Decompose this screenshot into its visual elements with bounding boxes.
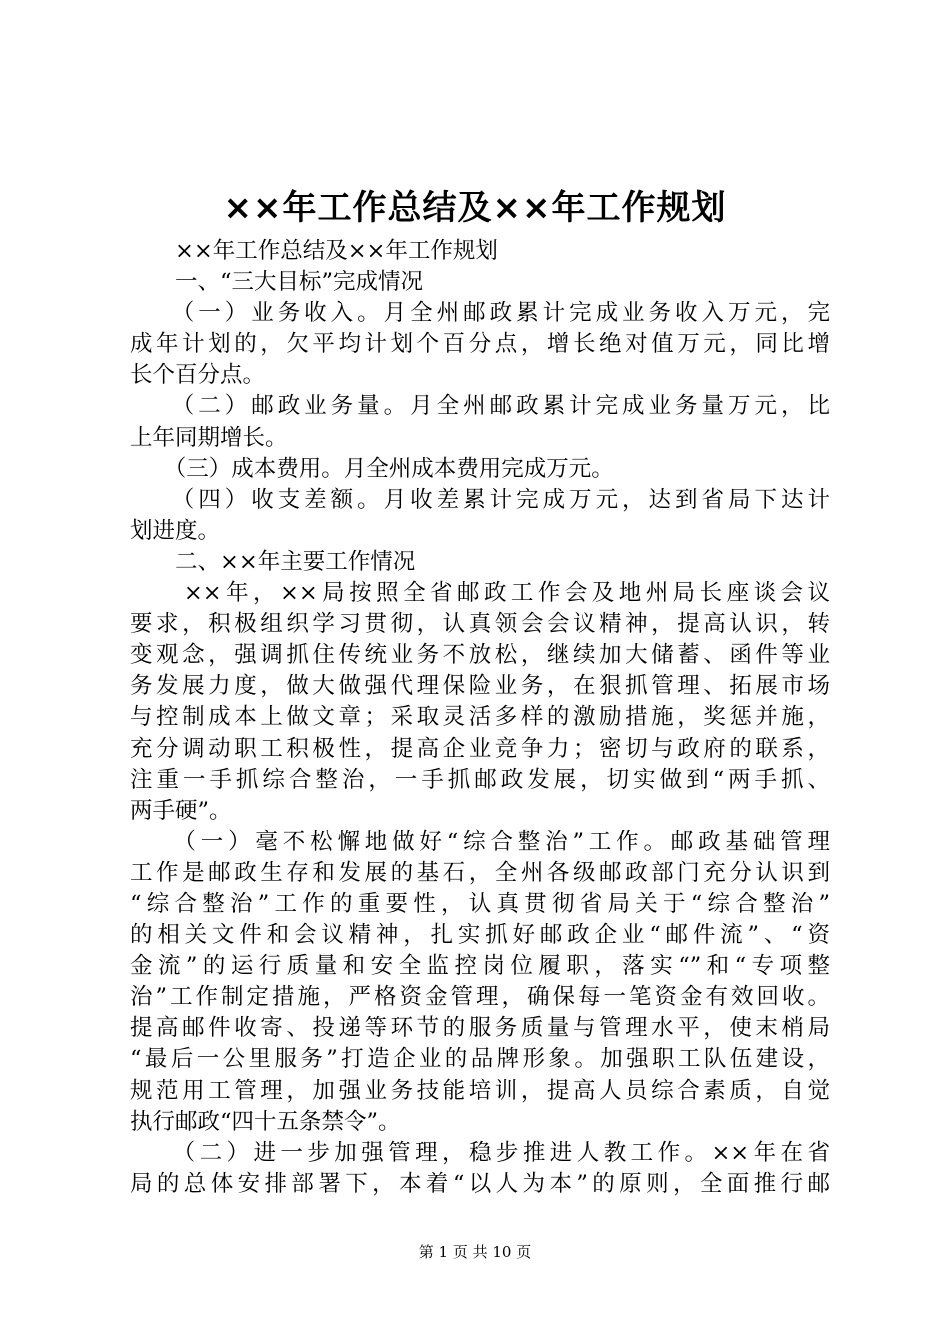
body-line: 治”工作制定措施，严格资金管理，确保每一笔资金有效回收。: [130, 984, 830, 1011]
body-line: 金流”的运行质量和安全监控岗位履职，落实“”和“专项整: [130, 953, 830, 980]
body-line: ××年，××局按照全省邮政工作会及地州局长座谈会议: [130, 580, 830, 607]
body-line: （三）成本费用。月全州成本费用完成万元。: [130, 455, 614, 482]
body-line: 注重一手抓综合整治，一手抓邮政发展，切实做到“两手抓、: [130, 766, 830, 793]
document-body: [130, 236, 830, 1200]
body-line: 工作是邮政生存和发展的基石，全州各级邮政部门充分认识到: [130, 859, 830, 886]
body-line: “综合整治”工作的重要性，认真贯彻省局关于“综合整治”: [130, 890, 830, 917]
body-line: 充分调动职工积极性，提高企业竞争力；密切与政府的联系，: [130, 735, 830, 762]
body-line: 与控制成本上做文章；采取灵活多样的激励措施，奖惩并施，: [130, 704, 830, 731]
body-line: （二）邮政业务量。月全州邮政累计完成业务量万元，比: [130, 393, 830, 420]
body-line: 变观念，强调抓住传统业务不放松，继续加大储蓄、函件等业: [130, 642, 830, 669]
page-footer: 第 1 页 共 10 页: [418, 1243, 532, 1261]
body-line: 两手硬”。: [130, 797, 232, 824]
body-line: （一）业务收入。月全州邮政累计完成业务收入万元，完: [130, 300, 830, 327]
body-line: 务发展力度，做大做强代理保险业务，在狠抓管理、拓展市场: [130, 673, 830, 700]
body-line: 成年计划的，欠平均计划个百分点，增长绝对值万元，同比增: [130, 331, 830, 358]
document-title: ××年工作总结及××年工作规划: [223, 188, 727, 228]
body-line: 的相关文件和会议精神，扎实抓好邮政企业“邮件流”、“资: [130, 922, 830, 949]
body-line: 上年同期增长。: [130, 424, 288, 451]
body-line: 划进度。: [130, 517, 221, 544]
body-line: （一）毫不松懈地做好“综合整治”工作。邮政基础管理: [130, 828, 830, 855]
body-line: 局的总体安排部署下，本着“以人为本”的原则，全面推行邮: [130, 1170, 830, 1197]
body-line: 提高邮件收寄、投递等环节的服务质量与管理水平，使末梢局: [130, 1015, 830, 1042]
body-line: ××年工作总结及××年工作规划: [130, 238, 498, 264]
body-line: （二）进一步加强管理，稳步推进人教工作。××年在省: [130, 1139, 830, 1166]
body-line: 二、××年主要工作情况: [130, 548, 416, 575]
body-line: 一、“三大目标”完成情况: [130, 269, 424, 296]
body-line: （四）收支差额。月收差累计完成万元，达到省局下达计: [130, 486, 830, 513]
body-line: 规范用工管理，加强业务技能培训，提高人员综合素质，自觉: [130, 1077, 830, 1104]
body-line: “最后一公里服务”打造企业的品牌形象。加强职工队伍建设，: [130, 1046, 830, 1073]
body-line: 要求，积极组织学习贯彻，认真领会会议精神，提高认识，转: [130, 611, 830, 638]
body-line: 长个百分点。: [130, 362, 266, 389]
body-line: 执行邮政“四十五条禁令”。: [130, 1108, 401, 1135]
